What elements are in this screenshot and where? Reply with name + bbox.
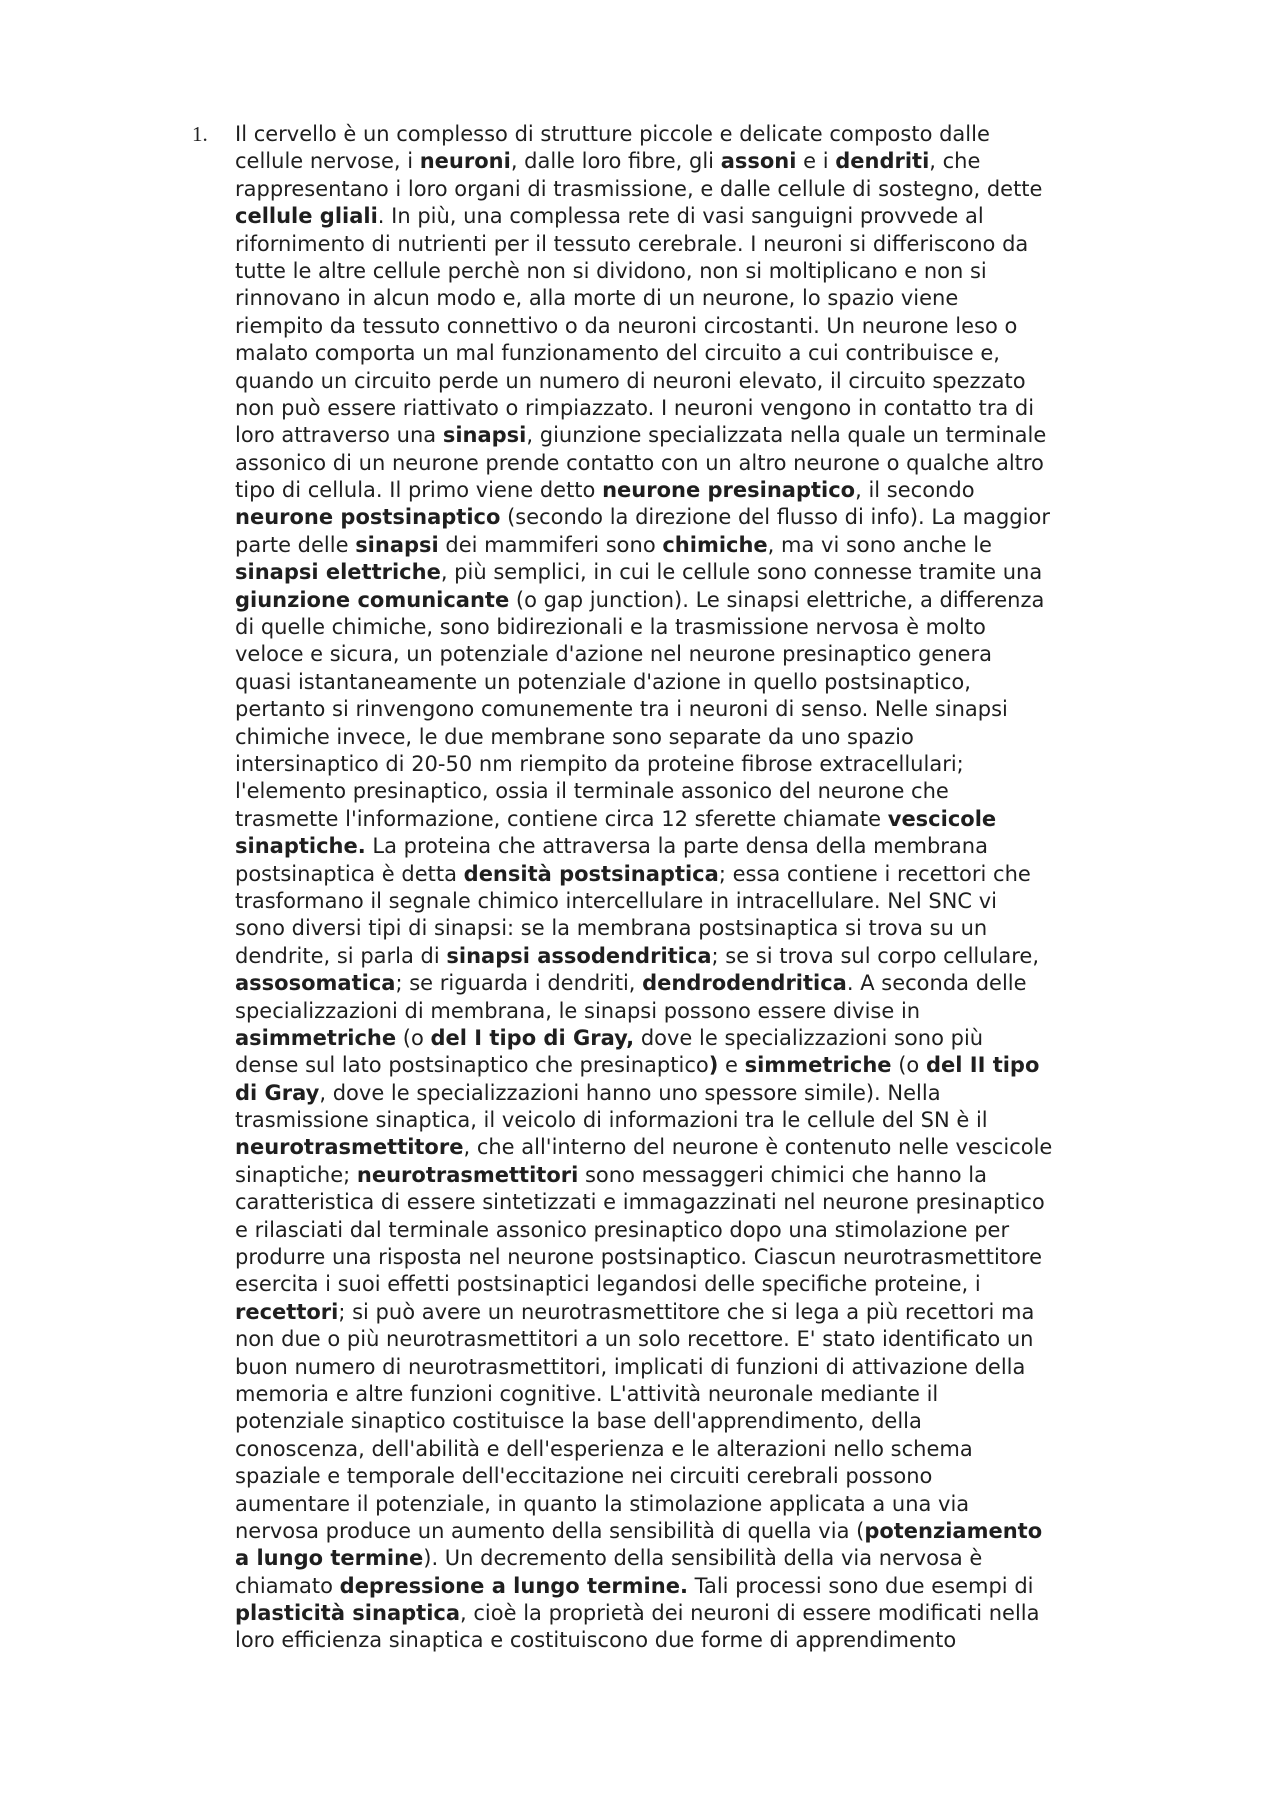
text-line <box>235 368 1195 395</box>
text-line <box>235 1354 1195 1381</box>
text-run: tipo di cellula. Il primo viene detto <box>235 478 603 503</box>
text-line <box>235 861 1195 888</box>
bold-term: neurotrasmettitori <box>356 1162 579 1187</box>
text-line <box>235 724 1195 751</box>
bold-term: del II tipo <box>925 1053 1040 1078</box>
text-run: chimiche invece, le due membrane sono separate da uno spazio <box>235 724 914 749</box>
text-run: rinnovano in alcun modo e, alla morte di un neurone, lo spazio viene <box>235 286 959 311</box>
text-run: veloce e sicura, un potenziale d'azione nel neurone presinaptico genera <box>235 642 992 667</box>
text-run: di quelle chimiche, sono bidirezionali e la trasmissione nervosa è molto <box>235 615 986 640</box>
bold-term: dendrodendritica <box>642 971 847 996</box>
text-line <box>235 340 1195 367</box>
text-run: e <box>718 1053 745 1078</box>
paragraph <box>235 121 1195 1655</box>
bold-term: neurone postsinaptico <box>235 505 501 530</box>
text-line <box>235 203 1195 230</box>
text-line <box>235 1627 1195 1654</box>
text-line <box>235 943 1195 970</box>
text-line <box>235 148 1195 175</box>
text-run: . In più, una complessa rete di vasi sanguigni provvede al <box>377 204 984 229</box>
text-run: Il cervello è un complesso di strutture piccole e delicate composto dalle <box>235 122 990 146</box>
text-run: sinaptiche; <box>235 1162 357 1187</box>
text-line <box>235 587 1195 614</box>
text-run: trasformano il segnale chimico intercellulare in intracellulare. Nel SNC vi <box>235 888 997 913</box>
text-run: specializzazioni di membrana, le sinapsi possono essere divise in <box>235 998 921 1023</box>
text-run: ; se riguarda i dendriti, <box>395 971 643 996</box>
text-run: quasi istantaneamente un potenziale d'azione in quello postsinaptico, <box>235 669 971 694</box>
text-run: rifornimento di nutrienti per il tessuto cerebrale. I neuroni si differiscono da <box>235 231 1029 256</box>
text-run: , più semplici, in cui le cellule sono connesse tramite una <box>440 560 1043 585</box>
text-run: riempito da tessuto connettivo o da neuroni circostanti. Un neurone leso o <box>235 313 1018 338</box>
text-line <box>235 258 1195 285</box>
text-run: chiamato <box>235 1573 340 1598</box>
text-run: e i <box>796 149 836 174</box>
bold-term: cellule gliali <box>235 204 378 229</box>
text-run: sono diversi tipi di sinapsi: se la membrana postsinaptica si trova su un <box>235 916 988 941</box>
bold-term: depressione a lungo termine. <box>339 1573 688 1598</box>
text-run: , il secondo <box>855 478 975 503</box>
text-line <box>235 1408 1195 1435</box>
text-run: postsinaptica è detta <box>235 861 464 886</box>
text-run: dove le specializzazioni sono più <box>634 1025 984 1050</box>
bold-term: potenziamento <box>864 1518 1043 1543</box>
text-run: conoscenza, dell'abilità e dell'esperienza e le alterazioni nello schema <box>235 1436 973 1461</box>
text-run: loro efficienza sinaptica e costituiscono due forme di apprendimento <box>235 1628 957 1653</box>
bold-term: plasticità sinaptica <box>235 1601 461 1626</box>
text-line <box>235 696 1195 723</box>
text-run: assonico di un neurone prende contatto con un altro neurone o qualche altro <box>235 450 1044 475</box>
text-run: cellule nervose, i <box>235 149 420 174</box>
text-run: intersinaptico di 20-50 nm riempito da proteine fibrose extracellulari; <box>235 751 964 776</box>
text-run: , dove le specializzazioni hanno uno spessore simile). Nella <box>319 1080 941 1105</box>
bold-term: simmetriche <box>744 1053 892 1078</box>
text-run: buon numero di neurotrasmettitori, implicati di funzioni di attivazione della <box>235 1354 1026 1379</box>
text-run: dendrite, si parla di <box>235 943 447 968</box>
bold-term: sinapsi <box>355 532 439 557</box>
text-line <box>235 176 1195 203</box>
text-line <box>235 970 1195 997</box>
text-run: pertanto si rinvengono comunemente tra i neuroni di senso. Nelle sinapsi <box>235 697 1008 722</box>
text-run: Tali processi sono due esempi di <box>687 1573 1034 1598</box>
text-run: (o gap junction). Le sinapsi elettriche, a differenza <box>509 587 1045 612</box>
text-run: (o <box>396 1025 431 1050</box>
text-line <box>235 669 1195 696</box>
text-line <box>235 915 1195 942</box>
text-line <box>235 477 1195 504</box>
text-line <box>235 285 1195 312</box>
text-run: , giunzione specializzata nella quale un terminale <box>526 423 1047 448</box>
text-run: non può essere riattivato o rimpiazzato. I neuroni vengono in contatto tra di <box>235 395 1035 420</box>
bold-term: dendriti <box>835 149 930 174</box>
text-line <box>235 1052 1195 1079</box>
text-run: caratteristica di essere sintetizzati e immagazzinati nel neurone presinaptico <box>235 1190 1045 1215</box>
text-run: (o <box>891 1053 926 1078</box>
text-run: La proteina che attraversa la parte densa della membrana <box>365 834 988 859</box>
list-marker: 1. <box>192 122 208 146</box>
text-line <box>235 1189 1195 1216</box>
text-line <box>235 1573 1195 1600</box>
bold-term: vescicole <box>887 806 997 831</box>
bold-term: recettori <box>235 1299 339 1324</box>
text-run: loro attraverso una <box>235 423 443 448</box>
bold-term: neurotrasmettitore <box>235 1135 464 1160</box>
text-line <box>235 833 1195 860</box>
text-line <box>235 614 1195 641</box>
text-run: e rilasciati dal terminale assonico presinaptico dopo una stimolazione per <box>235 1217 1010 1242</box>
text-run: ; essa contiene i recettori che <box>718 861 1031 886</box>
text-line <box>235 1244 1195 1271</box>
text-line <box>235 1080 1195 1107</box>
text-line <box>235 313 1195 340</box>
bold-term: sinaptiche. <box>235 834 366 859</box>
text-run: sono messaggeri chimici che hanno la <box>578 1162 987 1187</box>
text-line <box>235 1299 1195 1326</box>
text-line <box>235 1107 1195 1134</box>
text-run: rappresentano i loro organi di trasmissione, e dalle cellule di sostegno, dette <box>235 176 1043 201</box>
bold-term: assosomatica <box>235 971 396 996</box>
text-run: spaziale e temporale dell'eccitazione nei circuiti cerebrali possono <box>235 1464 933 1489</box>
bold-term: densità postsinaptica <box>463 861 719 886</box>
text-line <box>235 559 1195 586</box>
text-line <box>235 532 1195 559</box>
text-run: nervosa produce un aumento della sensibilità di quella via ( <box>235 1518 865 1543</box>
text-run: ; si può avere un neurotrasmettitore che si lega a più recettori ma <box>338 1299 1035 1324</box>
bold-term: sinapsi elettriche <box>235 560 441 585</box>
text-line <box>235 998 1195 1025</box>
text-run: quando un circuito perde un numero di neuroni elevato, il circuito spezzato <box>235 368 1026 393</box>
text-line <box>235 1545 1195 1572</box>
text-run: memoria e altre funzioni cognitive. L'attività neuronale mediante il <box>235 1381 939 1406</box>
text-run: (secondo la direzione del flusso di info). La maggior <box>500 505 1050 530</box>
text-run: , che all'interno del neurone è contenuto nelle vescicole <box>463 1135 1053 1160</box>
text-line <box>235 1463 1195 1490</box>
text-line <box>235 1217 1195 1244</box>
text-line <box>235 422 1195 449</box>
text-line <box>235 641 1195 668</box>
bold-term: di Gray <box>235 1080 320 1105</box>
text-line <box>235 751 1195 778</box>
text-line <box>235 395 1195 422</box>
text-line <box>235 504 1195 531</box>
text-run: dense sul lato postsinaptico che presinaptico <box>235 1053 709 1078</box>
text-line <box>235 231 1195 258</box>
bold-term: giunzione comunicante <box>235 587 510 612</box>
text-run: tutte le altre cellule perchè non si dividono, non si moltiplicano e non si <box>235 258 987 283</box>
bold-term: a lungo termine <box>235 1546 424 1571</box>
text-run: parte delle <box>235 532 356 557</box>
bold-term: ) <box>708 1053 719 1078</box>
text-line <box>235 1271 1195 1298</box>
text-line <box>235 1518 1195 1545</box>
text-run: non due o più neurotrasmettitori a un solo recettore. E' stato identificato un <box>235 1327 1034 1352</box>
bold-term: del I tipo di Gray, <box>430 1025 635 1050</box>
bold-term: neuroni <box>419 149 511 174</box>
bold-term: chimiche <box>662 532 768 557</box>
text-run: trasmissione sinaptica, il veicolo di informazioni tra le cellule del SN è il <box>235 1108 988 1133</box>
text-line <box>235 1025 1195 1052</box>
bold-term: sinapsi assodendritica <box>446 943 712 968</box>
text-run: ; se si trova sul corpo cellulare, <box>711 943 1040 968</box>
text-run: . A seconda delle <box>846 971 1027 996</box>
text-line <box>235 450 1195 477</box>
text-line <box>235 888 1195 915</box>
bold-term: sinapsi <box>442 423 527 448</box>
text-run: ). Un decremento della sensibilità della via nervosa è <box>423 1546 983 1571</box>
text-line <box>235 1134 1195 1161</box>
text-run: esercita i suoi effetti postsinaptici legandosi delle specifiche proteine, i <box>235 1272 981 1297</box>
bold-term: neurone presinaptico <box>602 478 856 503</box>
text-run: malato comporta un mal funzionamento del circuito a cui contribuisce e, <box>235 341 1000 366</box>
text-run: dei mammiferi sono <box>438 532 663 557</box>
text-line <box>235 778 1195 805</box>
text-run: trasmette l'informazione, contiene circa 12 sferette chiamate <box>235 806 888 831</box>
text-run: , cioè la proprietà dei neuroni di essere modificati nella <box>460 1601 1040 1626</box>
text-run: aumentare il potenziale, in quanto la stimolazione applicata a una via <box>235 1491 970 1516</box>
text-line <box>235 1436 1195 1463</box>
text-run: , che <box>929 149 981 174</box>
text-run: produrre una risposta nel neurone postsinaptico. Ciascun neurotrasmettitore <box>235 1245 1043 1270</box>
text-line <box>235 1162 1195 1189</box>
text-line <box>235 1491 1195 1518</box>
text-run: , dalle loro fibre, gli <box>510 149 721 174</box>
text-line <box>235 121 1195 148</box>
text-line <box>235 1326 1195 1353</box>
bold-term: assoni <box>720 149 797 174</box>
text-line <box>235 1600 1195 1627</box>
text-line <box>235 806 1195 833</box>
text-run: l'elemento presinaptico, ossia il terminale assonico del neurone che <box>235 779 949 804</box>
text-line <box>235 1381 1195 1408</box>
bold-term: asimmetriche <box>235 1025 397 1050</box>
text-run: potenziale sinaptico costituisce la base dell'apprendimento, della <box>235 1409 922 1434</box>
text-run: , ma vi sono anche le <box>767 532 992 557</box>
